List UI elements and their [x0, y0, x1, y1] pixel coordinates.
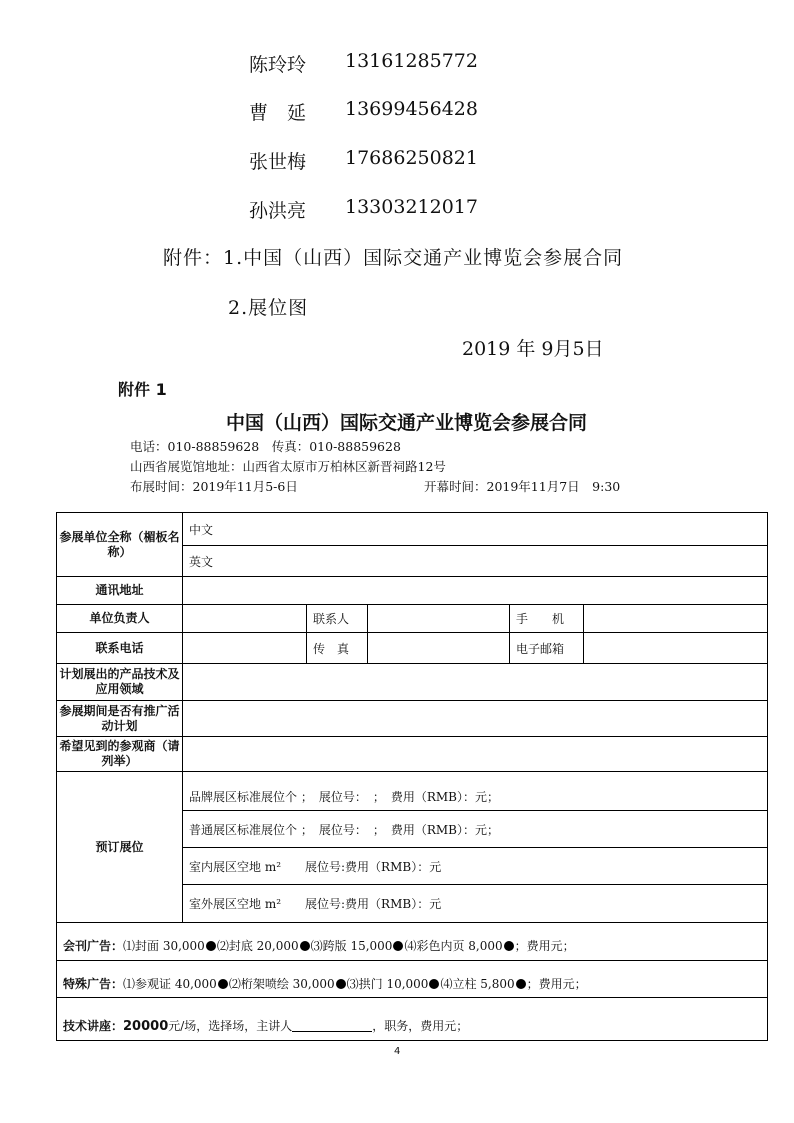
booth-booking-label: 预订展位 [57, 772, 183, 923]
booth-option-standard[interactable] [183, 811, 768, 848]
booth-option-text: 品牌展区标准展位个 ； 展位号： ； 费用（RMB）：元； [189, 789, 499, 804]
leader-label: 单位负责人 [57, 605, 183, 633]
chinese-label: 中文 [189, 522, 214, 537]
tech-lecture-text: 元/场，选择场，主讲人 [168, 1018, 293, 1033]
setup-time: 布展时间：2019年11月5-6日 [130, 479, 298, 494]
contact-name: 张世梅 [249, 151, 307, 173]
journal-ad-option: ⑵封底 20,000 [216, 939, 299, 953]
phone-label: 联系电话 [57, 633, 183, 664]
booth-option-text: 室外展区空地 m² 展位号:费用（RMB）：元 [189, 897, 442, 911]
special-ad-option: ⑶拱门 10,000 [346, 976, 429, 991]
special-ad-option: ⑵桁架喷绘 30,000 [228, 976, 335, 991]
special-ad-option: ⑷立柱 5,800 [440, 976, 515, 991]
contact-name: 曹 延 [249, 102, 307, 124]
english-name-field[interactable] [183, 546, 768, 577]
registration-form [56, 512, 768, 1041]
email-label: 电子邮箱 [510, 633, 584, 664]
option-dot-icon[interactable] [429, 979, 439, 989]
journal-ad-option: ⑶跨版 15,000 [310, 939, 393, 953]
option-dot-icon[interactable] [336, 979, 346, 989]
journal-ads-fee: ；费用元； [514, 939, 575, 953]
appendix-label: 附件 1 [118, 380, 167, 399]
special-ads-row[interactable] [57, 961, 768, 998]
promo-plan-label: 参展期间是否有推广活动计划 [57, 701, 183, 737]
phone-field[interactable] [183, 633, 307, 664]
contact-row [0, 196, 478, 222]
journal-ads-label: 会刊广告： [63, 939, 124, 953]
booth-option-brand[interactable] [183, 772, 768, 811]
journal-ad-option: ⑴封面 30,000 [123, 939, 205, 953]
mobile-field[interactable] [584, 605, 768, 633]
tech-lecture-row[interactable] [57, 998, 768, 1041]
email-field[interactable] [584, 633, 768, 664]
special-ads-fee: ；费用元； [526, 976, 587, 991]
address-label: 通讯地址 [57, 577, 183, 605]
contact-person-label: 联系人 [307, 605, 368, 633]
chinese-name-field[interactable] [183, 513, 768, 546]
option-dot-icon[interactable] [218, 979, 228, 989]
exhibitor-name-label: 参展单位全称（楣板名称） [57, 513, 183, 577]
contact-phone: 13699456428 [345, 98, 478, 120]
journal-ads-row[interactable] [57, 923, 768, 961]
option-dot-icon[interactable] [393, 941, 403, 951]
tech-lecture-text-2: ，职务，费用元； [372, 1018, 469, 1033]
opening-time: 开幕时间：2019年11月7日 9:30 [424, 479, 621, 494]
promo-plan-field[interactable] [183, 701, 768, 737]
contact-name: 孙洪亮 [249, 200, 307, 222]
tech-lecture-label: 技术讲座： [63, 1018, 124, 1033]
contact-row [0, 147, 478, 173]
speaker-name-field[interactable] [292, 1019, 372, 1032]
contract-title: 中国（山西）国际交通产业博览会参展合同 [226, 412, 588, 434]
option-dot-icon[interactable] [300, 941, 310, 951]
contact-row [0, 50, 478, 76]
contact-row [0, 98, 478, 124]
booth-option-outdoor[interactable] [183, 885, 768, 923]
fax-label: 传 真 [307, 633, 368, 664]
products-field[interactable] [183, 664, 768, 701]
option-dot-icon[interactable] [504, 941, 514, 951]
venue-address: 山西省展览馆地址：山西省太原市万柏林区新晋祠路12号 [130, 459, 446, 474]
mobile-label: 手 机 [510, 605, 584, 633]
visitors-label: 希望见到的参观商（请列举） [57, 737, 183, 772]
booth-option-text: 室内展区空地 m² 展位号:费用（RMB）：元 [189, 859, 442, 874]
booth-option-text: 普通展区标准展位个 ； 展位号： ； 费用（RMB）：元； [189, 822, 499, 837]
fax-field[interactable] [368, 633, 510, 664]
contact-phone: 13303212017 [345, 196, 478, 218]
contact-phone: 17686250821 [345, 147, 478, 169]
contract-phone-fax: 电话：010-88859628 传真：010-88859628 [130, 439, 401, 454]
option-dot-icon[interactable] [516, 979, 526, 989]
address-field[interactable] [183, 577, 768, 605]
special-ad-option: ⑴参观证 40,000 [123, 976, 217, 991]
english-label: 英文 [189, 554, 214, 569]
tech-lecture-price: 20000 [123, 1018, 169, 1034]
page-number: 4 [394, 1046, 401, 1057]
booth-option-indoor[interactable] [183, 848, 768, 885]
leader-field[interactable] [183, 605, 307, 633]
contact-person-field[interactable] [368, 605, 510, 633]
products-label: 计划展出的产品技术及应用领域 [57, 664, 183, 701]
contact-name: 陈玲玲 [249, 54, 307, 76]
attachments-line-2: 2.展位图 [228, 297, 309, 319]
special-ads-label: 特殊广告： [63, 976, 124, 991]
document-date: 2019 年 9月5日 [462, 338, 604, 360]
visitors-field[interactable] [183, 737, 768, 772]
attachments-line-1: 附件：1.中国（山西）国际交通产业博览会参展合同 [163, 247, 624, 269]
journal-ad-option: ⑷彩色内页 8,000 [404, 939, 503, 953]
option-dot-icon[interactable] [206, 941, 216, 951]
contact-phone: 13161285772 [345, 50, 478, 72]
